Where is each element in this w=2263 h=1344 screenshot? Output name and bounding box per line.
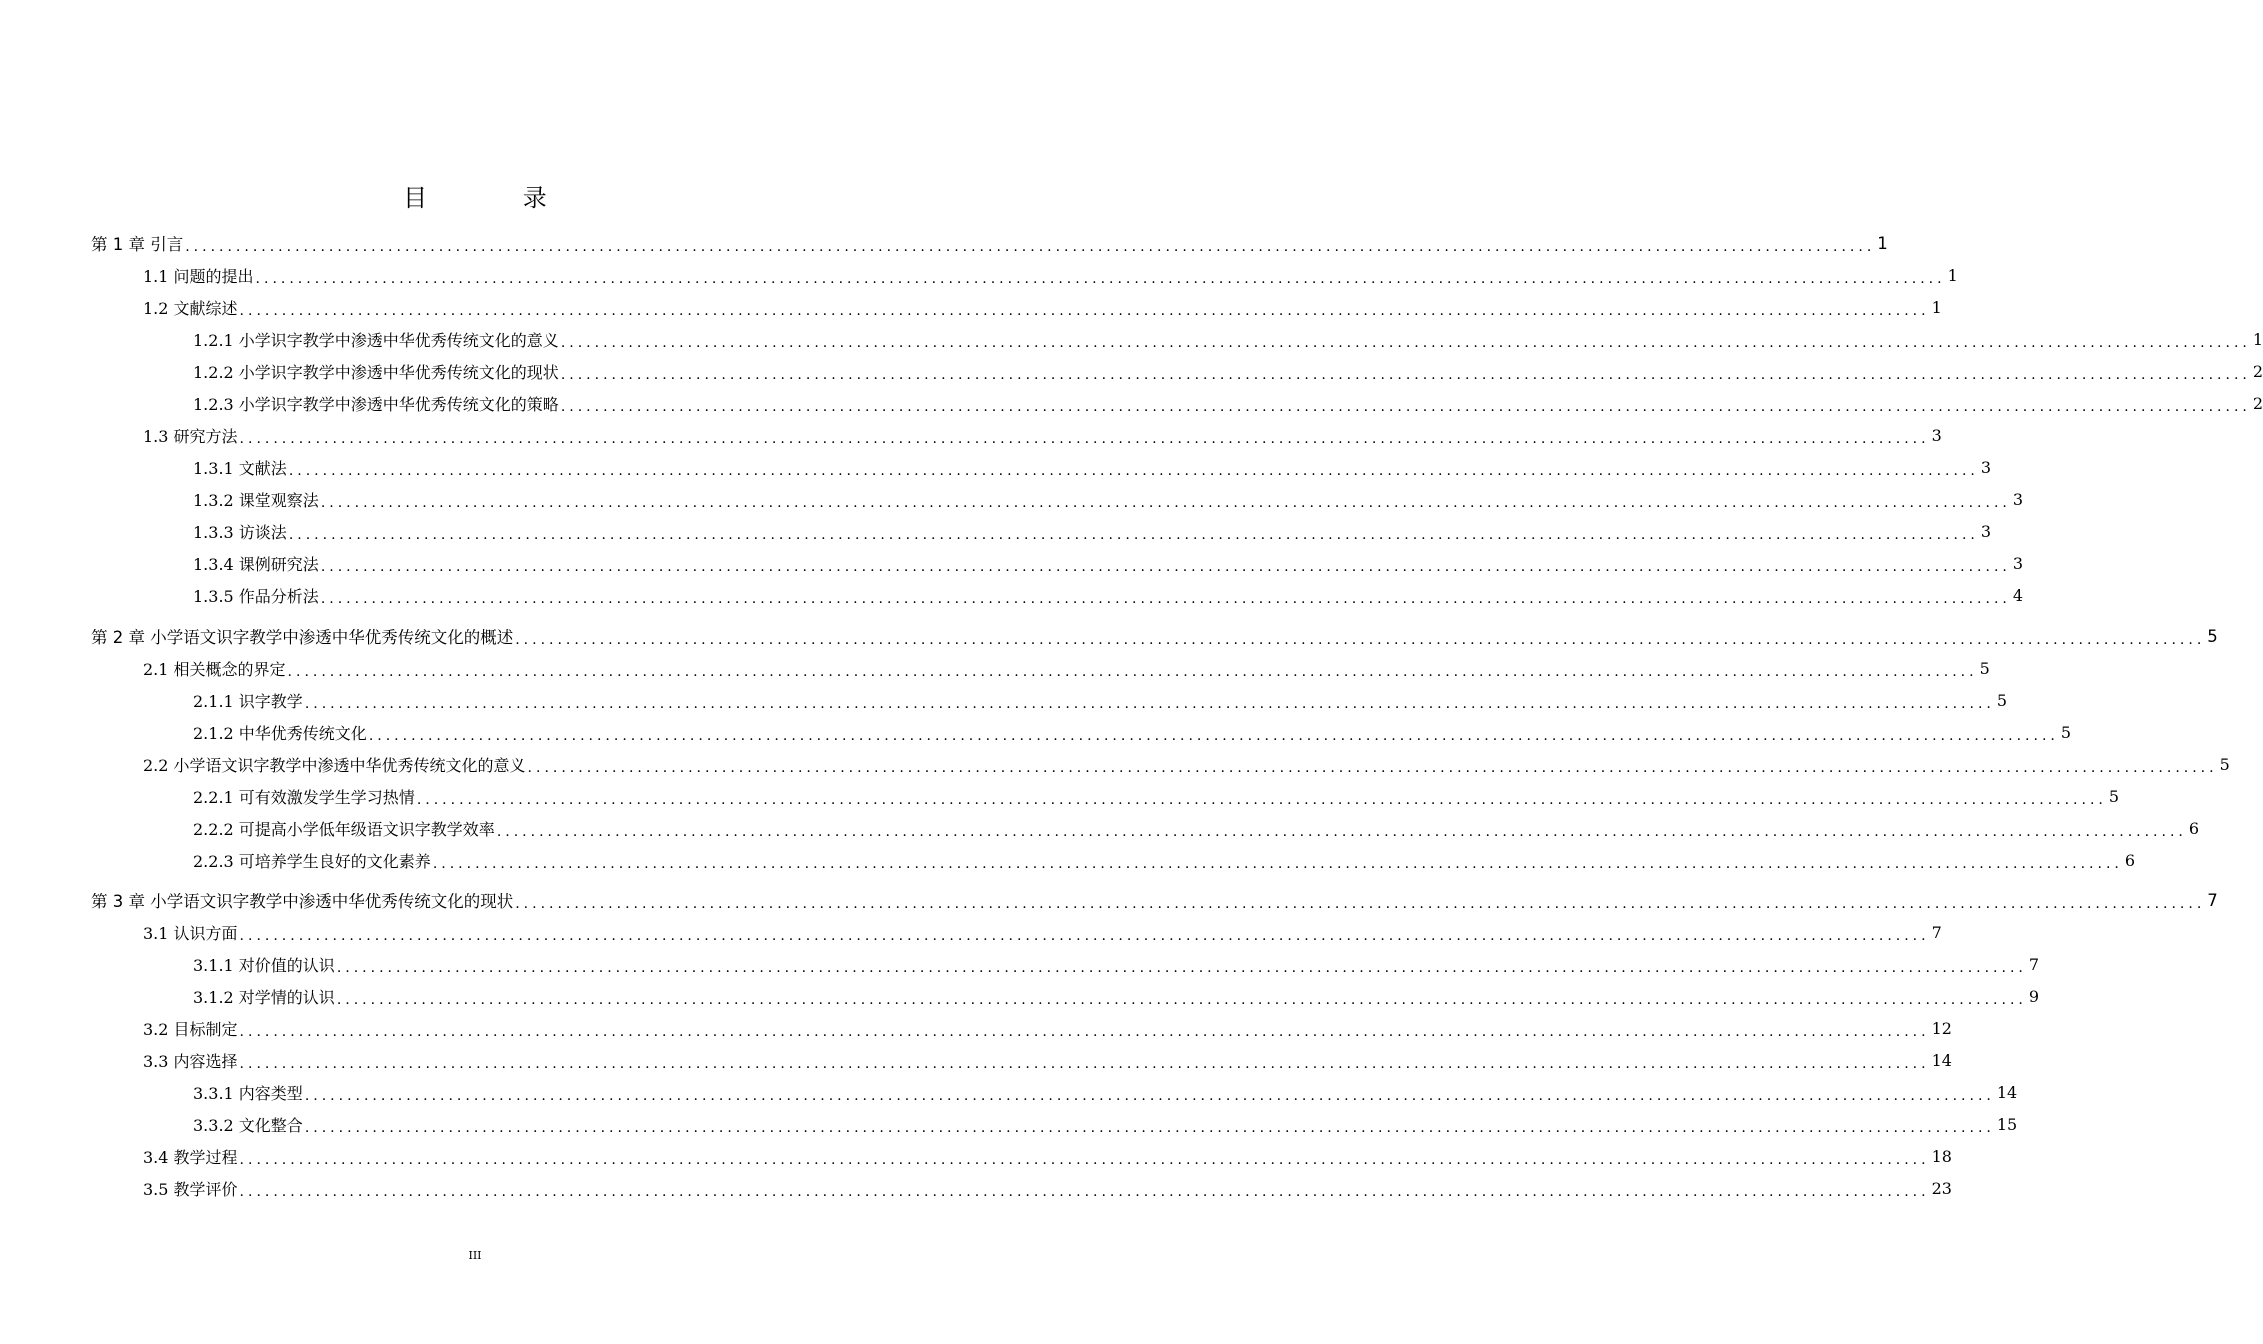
toc-leader-dots: ........................................................................................................................................................................................................ <box>496 824 2187 840</box>
toc-entry-page: 3 <box>1931 425 1942 445</box>
toc-leader-dots: ........................................................................................................................................................................................................ <box>432 856 2123 872</box>
toc-entry[interactable] <box>193 948 2040 980</box>
toc-entry-page: 7 <box>2028 954 2040 974</box>
toc-entry-page: 4 <box>2012 585 2024 605</box>
toc-leader-dots: ........................................................................................................................................................................................................ <box>304 1120 1995 1136</box>
toc-entry-page: 5 <box>1996 690 2008 710</box>
toc-leader-dots: ........................................................................................................................................................................................................ <box>336 960 2027 976</box>
toc-leader-dots: ........................................................................................................................................................................................................ <box>255 271 1946 287</box>
toc-leader-dots: ........................................................................................................................................................................................................ <box>515 896 2206 912</box>
toc-entry-label: 1.3.1 文献法 <box>193 458 287 478</box>
toc-entry-label: 1.2 文献综述 <box>143 298 238 318</box>
toc-leader-dots: ........................................................................................................................................................................................................ <box>320 495 2011 511</box>
toc-entry-label: 3.3 内容选择 <box>143 1051 238 1071</box>
toc-leader-dots: ........................................................................................................................................................................................................ <box>287 664 1978 680</box>
toc-entry[interactable] <box>91 620 2218 652</box>
toc-entry-label: 1.3.4 课例研究法 <box>193 554 319 574</box>
toc-leader-dots: ........................................................................................................................................................................................................ <box>239 928 1930 944</box>
toc-entry-page: 3 <box>2012 553 2024 573</box>
toc-entry[interactable] <box>193 387 2263 419</box>
toc-entry-label: 1.3 研究方法 <box>143 426 238 446</box>
toc-leader-dots: ........................................................................................................................................................................................................ <box>239 1184 1930 1200</box>
toc-leader-dots: ........................................................................................................................................................................................................ <box>288 463 1979 479</box>
toc-entry-page: 7 <box>2207 890 2218 910</box>
toc-entry-label: 1.1 问题的提出 <box>143 266 254 286</box>
toc-entry[interactable] <box>193 451 1992 483</box>
toc-leader-dots: ........................................................................................................................................................................................................ <box>560 335 2251 351</box>
toc-entry[interactable] <box>193 1108 2018 1140</box>
toc-entry-page: 1 <box>1947 265 1958 285</box>
toc-entry[interactable] <box>143 1012 1952 1044</box>
toc-entry-label: 3.3.1 内容类型 <box>193 1083 303 1103</box>
toc-entry[interactable] <box>193 812 2200 844</box>
toc-entry[interactable] <box>193 355 2263 387</box>
page-title: 目 录 <box>403 184 591 212</box>
toc-entry-page: 2 <box>2252 393 2263 413</box>
toc-entry-page: 6 <box>2124 850 2136 870</box>
toc-entry-page: 7 <box>1931 922 1942 942</box>
toc-entry-label: 第 1 章 引言 <box>91 235 184 254</box>
toc-entry-label: 3.1.2 对学情的认识 <box>193 987 335 1007</box>
toc-entry-page: 3 <box>1980 457 1992 477</box>
toc-entry-label: 1.2.1 小学识字教学中渗透中华优秀传统文化的意义 <box>193 330 559 350</box>
toc-entry[interactable] <box>193 684 2008 716</box>
toc-entry-page: 5 <box>2219 754 2230 774</box>
toc-entry-page: 5 <box>1979 658 1990 678</box>
toc-entry-page: 14 <box>1996 1082 2018 1102</box>
toc-entry-page: 9 <box>2028 986 2040 1006</box>
toc-entry-page: 6 <box>2188 818 2200 838</box>
toc-leader-dots: ........................................................................................................................................................................................................ <box>239 1056 1930 1072</box>
toc-entry[interactable] <box>193 579 2024 611</box>
toc-leader-dots: ........................................................................................................................................................................................................ <box>336 992 2027 1008</box>
toc-entry-page: 2 <box>2252 361 2263 381</box>
toc-entry-label: 3.1.1 对价值的认识 <box>193 955 335 975</box>
toc-entry[interactable] <box>193 716 2072 748</box>
toc-leader-dots: ........................................................................................................................................................................................................ <box>527 760 2218 776</box>
toc-leader-dots: ........................................................................................................................................................................................................ <box>239 431 1930 447</box>
toc-entry-page: 3 <box>1980 521 1992 541</box>
toc-leader-dots: ........................................................................................................................................................................................................ <box>320 559 2011 575</box>
toc-entry[interactable] <box>143 652 1990 684</box>
toc-entry[interactable] <box>193 547 2024 579</box>
toc-entry-page: 5 <box>2207 626 2218 646</box>
toc-entry[interactable] <box>143 916 1942 948</box>
toc-entry[interactable] <box>91 884 2218 916</box>
toc-entry-label: 第 3 章 小学语文识字教学中渗透中华优秀传统文化的现状 <box>91 892 514 911</box>
toc-entry-label: 2.1.1 识字教学 <box>193 691 303 711</box>
toc-entry-page: 14 <box>1931 1050 1952 1070</box>
toc-entry-page: 15 <box>1996 1114 2018 1134</box>
toc-leader-dots: ........................................................................................................................................................................................................ <box>320 591 2011 607</box>
toc-leader-dots: ........................................................................................................................................................................................................ <box>416 792 2107 808</box>
toc-entry-label: 2.1 相关概念的界定 <box>143 659 286 679</box>
toc-leader-dots: ........................................................................................................................................................................................................ <box>304 1088 1995 1104</box>
toc-entry-label: 3.5 教学评价 <box>143 1179 238 1199</box>
toc-entry-label: 第 2 章 小学语文识字教学中渗透中华优秀传统文化的概述 <box>91 628 514 647</box>
toc-entry-label: 2.2.3 可培养学生良好的文化素养 <box>193 851 431 871</box>
toc-entry-page: 5 <box>2108 786 2120 806</box>
toc-leader-dots: ........................................................................................................................................................................................................ <box>560 367 2251 383</box>
toc-entry-label: 3.3.2 文化整合 <box>193 1115 303 1135</box>
toc-leader-dots: ........................................................................................................................................................................................................ <box>368 728 2059 744</box>
toc-entry-label: 2.2.1 可有效激发学生学习热情 <box>193 787 415 807</box>
toc-entry-page: 12 <box>1931 1018 1952 1038</box>
toc-entry[interactable] <box>193 980 2040 1012</box>
toc-entry-label: 2.2 小学语文识字教学中渗透中华优秀传统文化的意义 <box>143 755 526 775</box>
toc-entry[interactable] <box>193 780 2120 812</box>
toc-entry-label: 3.2 目标制定 <box>143 1019 238 1039</box>
toc-leader-dots: ........................................................................................................................................................................................................ <box>515 632 2206 648</box>
toc-entry-page: 5 <box>2060 722 2072 742</box>
toc-entry-label: 3.4 教学过程 <box>143 1147 238 1167</box>
toc-entry-page: 1 <box>1931 297 1942 317</box>
toc-entry[interactable] <box>143 1044 1952 1076</box>
toc-leader-dots: ........................................................................................................................................................................................................ <box>560 399 2251 415</box>
toc-entry-label: 2.1.2 中华优秀传统文化 <box>193 723 367 743</box>
toc-entry[interactable] <box>91 227 1888 259</box>
toc-entry[interactable] <box>193 323 2263 355</box>
toc-entry[interactable] <box>143 1172 1952 1204</box>
toc-entry[interactable] <box>193 844 2136 876</box>
toc-entry-label: 2.2.2 可提高小学低年级语文识字教学效率 <box>193 819 495 839</box>
toc-entry-page: 23 <box>1931 1178 1952 1198</box>
toc-entry[interactable] <box>193 515 1992 547</box>
toc-entry-page: 1 <box>1877 233 1888 253</box>
toc-entry[interactable] <box>193 1076 2018 1108</box>
toc-entry[interactable] <box>143 1140 1952 1172</box>
toc-leader-dots: ........................................................................................................................................................................................................ <box>239 1024 1930 1040</box>
toc-entry[interactable] <box>193 483 2024 515</box>
toc-entry-label: 1.2.3 小学识字教学中渗透中华优秀传统文化的策略 <box>193 394 559 414</box>
toc-leader-dots: ........................................................................................................................................................................................................ <box>239 1152 1930 1168</box>
toc-entry[interactable] <box>143 291 1942 323</box>
toc-entry-label: 1.3.2 课堂观察法 <box>193 490 319 510</box>
toc-leader-dots: ........................................................................................................................................................................................................ <box>288 527 1979 543</box>
footer-page-number: III <box>468 1249 482 1262</box>
toc-entry-page: 1 <box>2252 329 2263 349</box>
toc-entry-label: 1.3.3 访谈法 <box>193 522 287 542</box>
toc-entry-page: 18 <box>1931 1146 1952 1166</box>
toc-entry-page: 3 <box>2012 489 2024 509</box>
toc-leader-dots: ........................................................................................................................................................................................................ <box>304 696 1995 712</box>
toc-entry-label: 1.2.2 小学识字教学中渗透中华优秀传统文化的现状 <box>193 362 559 382</box>
toc-entry-label: 1.3.5 作品分析法 <box>193 586 319 606</box>
toc-entry[interactable] <box>143 259 1958 291</box>
toc-leader-dots: ........................................................................................................................................................................................................ <box>239 303 1930 319</box>
toc-entry-label: 3.1 认识方面 <box>143 923 238 943</box>
toc-entry[interactable] <box>143 748 2230 780</box>
toc-entry[interactable] <box>143 419 1942 451</box>
toc-leader-dots: ........................................................................................................................................................................................................ <box>185 239 1876 255</box>
